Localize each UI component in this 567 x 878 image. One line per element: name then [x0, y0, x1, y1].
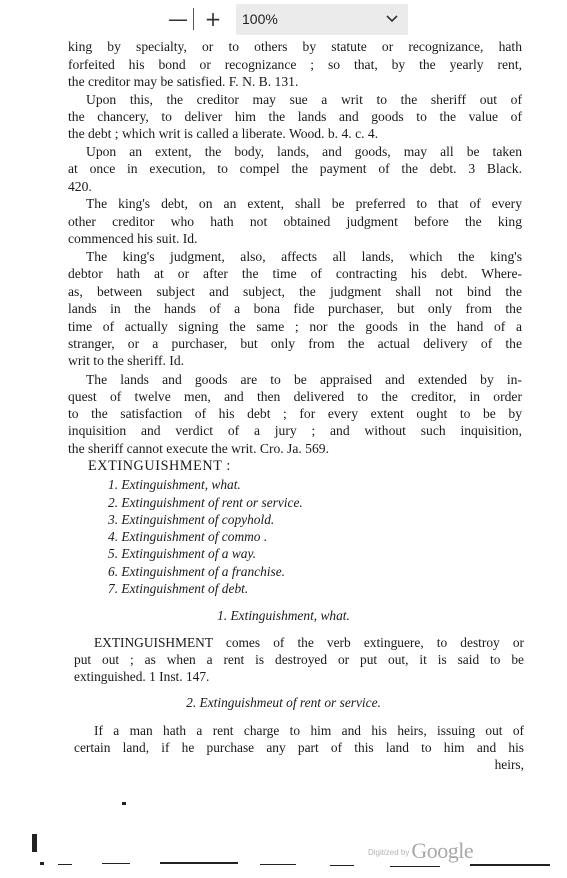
text-line: EXTINGUISHMENT comes of the verb extinguere, to destroy or	[94, 635, 524, 650]
contents-entry: 1. Extinguishment, what.	[108, 477, 241, 492]
contents-entry: 2. Extinguishment of rent or service.	[108, 495, 303, 510]
subsection-title: 1. Extinguishment, what.	[217, 608, 350, 623]
watermark-caption: Digitized by	[368, 848, 410, 857]
scan-line	[160, 862, 238, 864]
text-line: Upon an extent, the body, lands, and goods, may all be taken	[86, 144, 522, 159]
scan-line	[390, 866, 440, 867]
scan-speck	[122, 802, 126, 805]
toolbar-divider	[193, 8, 194, 30]
zoom-in-button[interactable]: +	[204, 7, 222, 31]
text-line: at once in execution, to compel the payment of the debt. 3 Black.	[68, 161, 522, 176]
text-line: lands in the hands of a bona fide purchaser, but only from the	[68, 301, 522, 316]
page-footer	[0, 826, 567, 878]
scan-speck	[40, 862, 44, 865]
text-line: put out ; as when a rent is destroyed or put out, it is said to be	[74, 652, 524, 667]
google-logo: Google	[411, 838, 474, 863]
scan-line	[470, 864, 550, 866]
text-line: debtor hath at or after the time of contracting his debt. Where-	[68, 266, 522, 281]
zoom-out-button[interactable]: —	[168, 7, 188, 31]
contents-entry: 4. Extinguishment of commo .	[108, 529, 268, 544]
scan-line	[260, 864, 296, 865]
contents-entry: 6. Extinguishment of a franchise.	[108, 564, 286, 579]
text-line: certain land, if he purchase any part of this land to him and his	[74, 740, 524, 755]
text-line: inquisition and verdict of a jury ; and without such inquisition,	[68, 423, 522, 438]
scan-speck	[32, 834, 37, 852]
contents-entry: 3. Extinguishment of copyhold.	[108, 512, 275, 527]
google-watermark	[368, 838, 473, 864]
text-line: quest of twelve men, and then delivered to the creditor, in order	[68, 389, 522, 404]
text-line: the sheriff cannot execute the writ. Cro. Ja. 569.	[68, 441, 329, 456]
text-line: The lands and goods are to be appraised and extended by in-	[86, 372, 522, 387]
chevron-down-icon	[386, 14, 398, 24]
text-line: the creditor may be satisfied. F. N. B. 131.	[68, 74, 299, 89]
section-heading: EXTINGUISHMENT :	[88, 458, 231, 474]
scan-line	[58, 864, 72, 865]
text-line: as, between subject and subject, the judgment shall not bind the	[68, 284, 522, 299]
text-line: stranger, or a purchaser, but only from the actual delivery of the	[68, 336, 522, 351]
zoom-level-value: 100%	[242, 11, 278, 27]
text-line: The king's judgment, also, affects all lands, which the king's	[86, 249, 522, 264]
text-line: extinguished. 1 Inst. 147.	[74, 669, 210, 684]
text-line: other creditor who hath not obtained judgment before the king	[68, 214, 522, 229]
contents-entry: 5. Extinguishment of a way.	[108, 546, 257, 561]
text-line: forfeited his bond or recognizance ; so that, by the yearly rent,	[68, 57, 522, 72]
text-line: the chancery, to deliver him the lands and goods to the value of	[68, 109, 522, 124]
text-line: king by specialty, or to others by statute or recognizance, hath	[68, 39, 522, 54]
text-line: time of actually signing the same ; nor the goods in the hand of a	[68, 319, 522, 334]
text-line: to the satisfaction of his debt ; for every extent ought to be by	[68, 406, 522, 421]
text-line: Upon this, the creditor may sue a writ to the sheriff out of	[86, 92, 522, 107]
scan-line	[102, 863, 130, 864]
text-line: the debt ; which writ is called a liberate. Wood. b. 4. c. 4.	[68, 126, 379, 141]
text-line: commenced his suit. Id.	[68, 231, 198, 246]
text-line: heirs,	[494, 757, 524, 772]
subsection-title: 2. Extinguishmeut of rent or service.	[186, 695, 381, 710]
text-line: 420.	[68, 179, 92, 194]
pdf-toolbar	[0, 0, 567, 38]
scan-line	[330, 865, 354, 866]
contents-entry: 7. Extinguishment of debt.	[108, 581, 249, 596]
zoom-level-select[interactable]	[236, 4, 408, 35]
text-line: The king's debt, on an extent, shall be preferred to that of every	[86, 196, 522, 211]
text-line: If a man hath a rent charge to him and his heirs, issuing out of	[94, 723, 524, 738]
text-line: writ to the sheriff. Id.	[68, 353, 185, 368]
